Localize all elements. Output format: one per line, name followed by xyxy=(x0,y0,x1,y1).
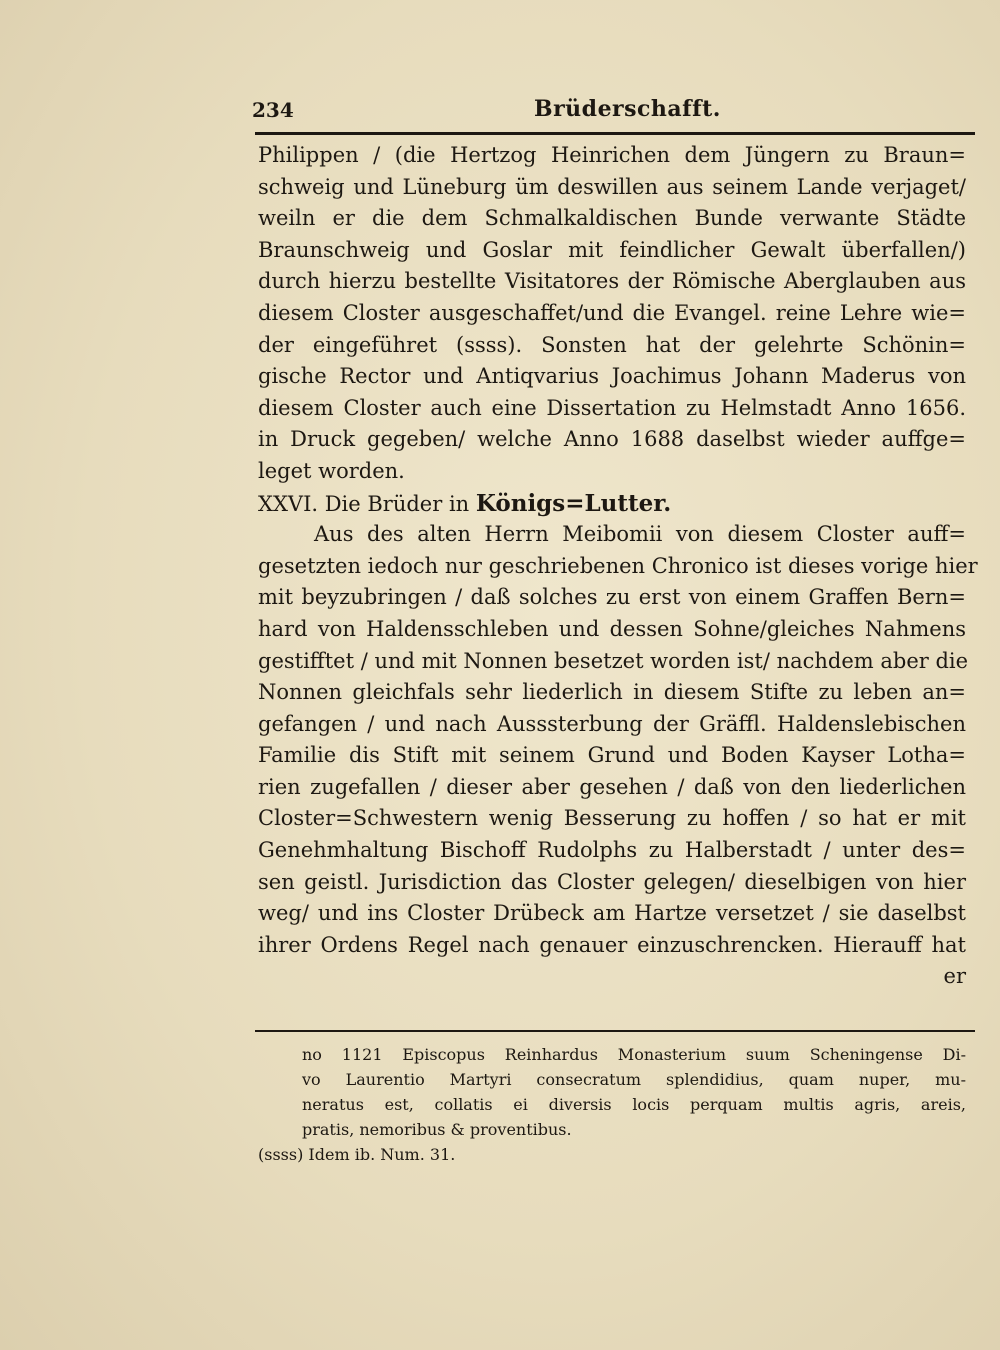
text-line: gesetzten iedoch nur geschriebenen Chronico ist dieses vorige hier xyxy=(258,553,978,578)
section-heading-prefix: XXVI. Die Brüder in xyxy=(258,491,470,516)
text-line: diesem Closter ausgeschaffet/und die Evangel. reine Lehre wie= xyxy=(258,300,966,325)
text-line: Nonnen gleichfals sehr liederlich in diesem Stifte zu leben an= xyxy=(258,680,966,705)
text-line: gefangen / und nach Ausssterbung der Gräffl. Haldenslebischen xyxy=(258,711,966,736)
text-line: mit beyzubringen / daß solches zu erst von einem Graffen Bern= xyxy=(258,585,966,610)
text-line: weg/ und ins Closter Drübeck am Hartze versetzet / sie daselbst xyxy=(258,901,966,926)
text-line: Familie dis Stift mit seinem Grund und Boden Kayser Lotha= xyxy=(258,743,966,768)
section-heading xyxy=(258,488,966,520)
section-heading-place: Königs=Lutter. xyxy=(475,489,672,517)
page-number: 234 xyxy=(252,98,294,122)
text-line: durch hierzu bestellte Visitatores der Römische Aberglauben aus xyxy=(258,269,966,294)
text-line: weiln er die dem Schmalkaldischen Bunde verwante Städte xyxy=(258,206,966,231)
main-text xyxy=(258,140,978,993)
text-line: Closter=Schwestern wenig Besserung zu hoffen / so hat er mit xyxy=(258,806,966,831)
footnotes xyxy=(258,1042,966,1167)
header-rule xyxy=(255,132,975,135)
text-line: Braunschweig und Goslar mit feindlicher Gewalt überfallen/) xyxy=(258,237,966,262)
footnote-line: pratis, nemoribus & proventibus. xyxy=(302,1120,572,1139)
footnote-line: no 1121 Episcopus Reinhardus Monasterium suum Scheningense Di- xyxy=(302,1045,966,1064)
text-line: Philippen / (die Hertzog Heinrichen dem Jüngern zu Braun= xyxy=(258,143,966,167)
text-line: sen geistl. Jurisdiction das Closter gelegen/ dieselbigen von hier xyxy=(258,869,966,894)
text-line: gische Rector und Antiqvarius Joachimus Johann Maderus von xyxy=(258,364,966,389)
text-line: in Druck gegeben/ welche Anno 1688 daselbst wieder auffge= xyxy=(258,427,966,452)
footnote-line: vo Laurentio Martyri consecratum splendidius, quam nuper, mu- xyxy=(302,1070,966,1089)
text-line: Genehmhaltung Bischoff Rudolphs zu Halberstadt / unter des= xyxy=(258,838,966,863)
running-title: Brüderschafft. xyxy=(534,96,721,122)
footnote-line: neratus est, collatis ei diversis locis perquam multis agris, areis, xyxy=(302,1095,966,1114)
text-line: leget worden. xyxy=(258,458,405,483)
text-line: hard von Haldensschleben und dessen Sohne/gleiches Nahmens xyxy=(258,616,966,641)
footnote-ssss: (ssss) Idem ib. Num. 31. xyxy=(258,1145,456,1164)
footnote-rule xyxy=(255,1030,975,1032)
text-line: diesem Closter auch eine Dissertation zu Helmstadt Anno 1656. xyxy=(258,395,966,420)
text-line: Aus des alten Herrn Meibomii von diesem Closter auff= xyxy=(314,522,966,547)
text-line: gestifftet / und mit Nonnen besetzet worden ist/ nachdem aber die xyxy=(258,648,969,673)
text-line: ihrer Ordens Regel nach genauer einzuschrencken. Hierauff hat xyxy=(258,932,966,957)
catchword: er xyxy=(943,964,966,989)
text-line: der eingeführet (ssss). Sonsten hat der gelehrte Schönin= xyxy=(258,332,966,357)
text-line: rien zugefallen / dieser aber gesehen / daß von den liederlichen xyxy=(258,774,966,799)
running-head xyxy=(252,92,972,132)
text-line: schweig und Lüneburg üm deswillen aus seinem Lande verjaget/ xyxy=(258,174,966,199)
